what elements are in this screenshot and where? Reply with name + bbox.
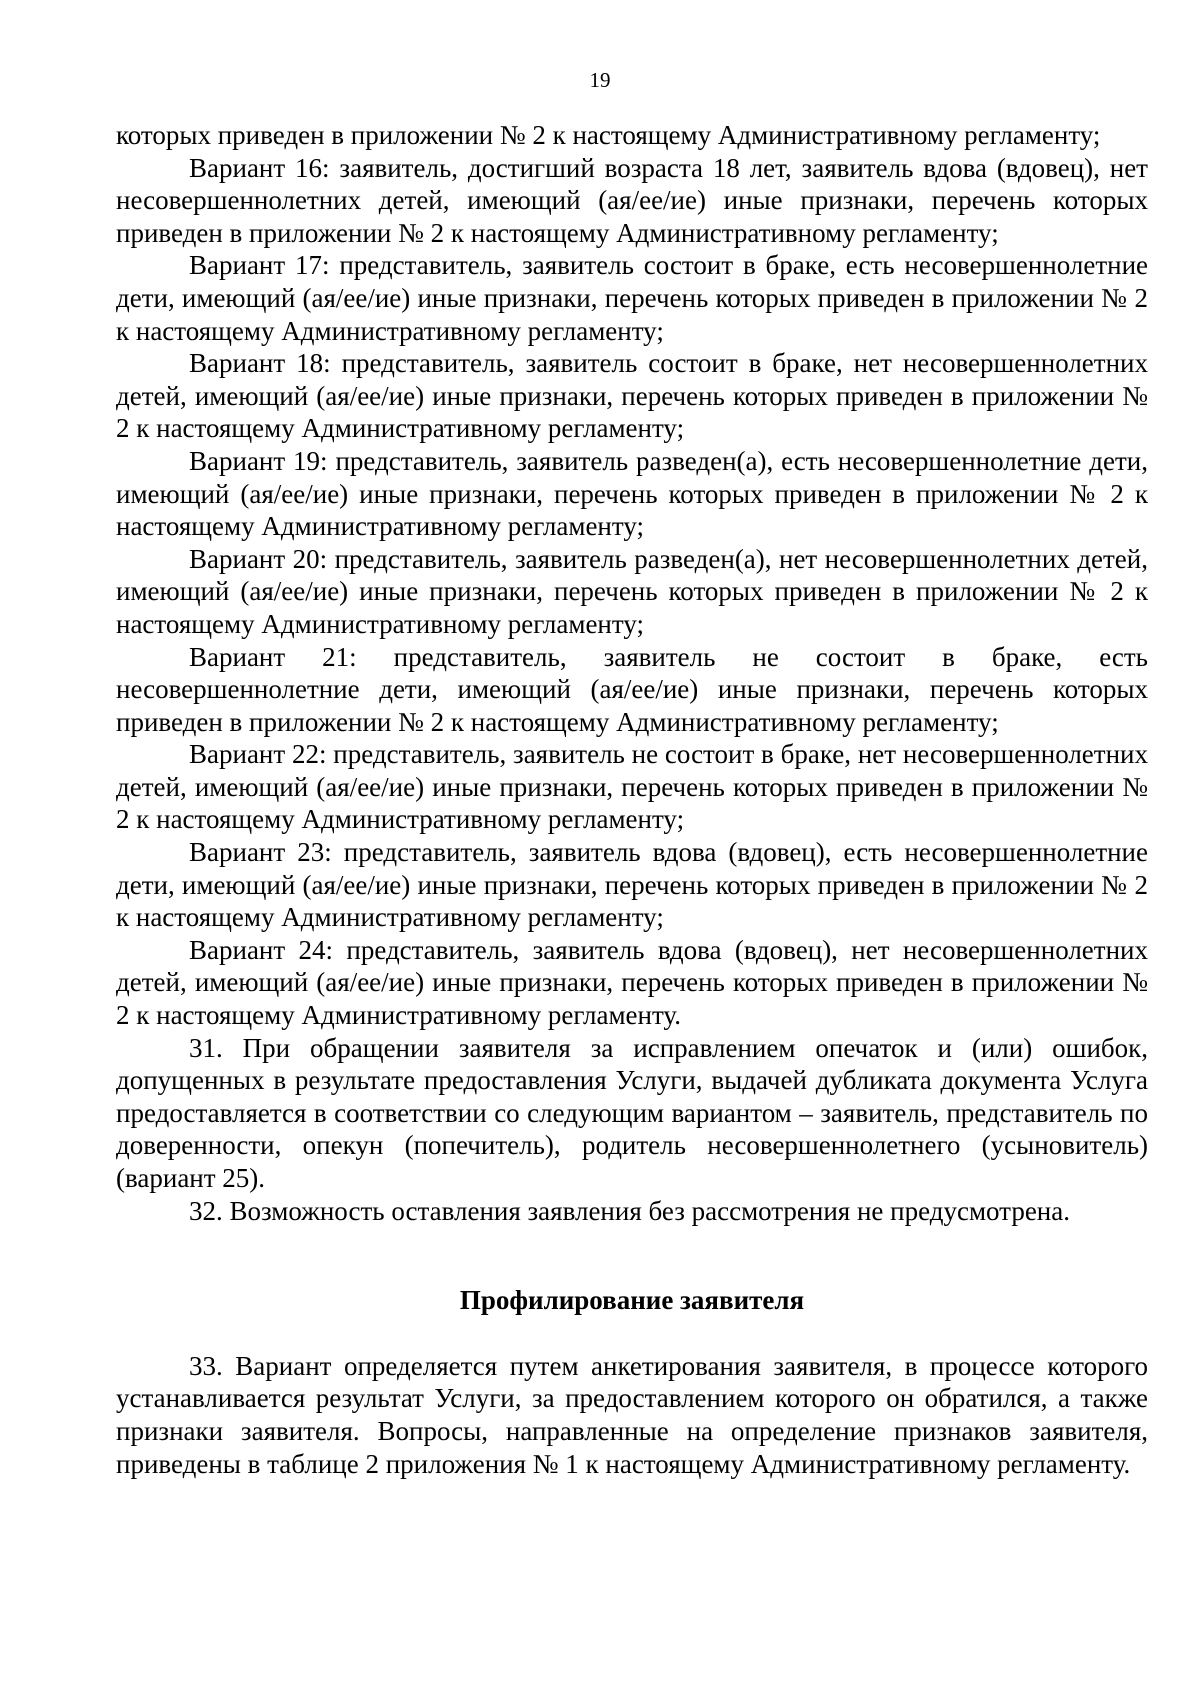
paragraph-variant-19: Вариант 19: представитель, заявитель разведен(а), есть несовершеннолетние дети, имеющий (ая/ее/ие) иные признаки, перечень которых приведен в приложении № 2 к настоящему Административному регламенту; [116, 445, 1148, 542]
document-body [116, 119, 1148, 1480]
paragraph-variant-16: Вариант 16: заявитель, достигший возраста 18 лет, заявитель вдова (вдовец), нет несовершеннолетних детей, имеющий (ая/ее/ие) иные признаки, перечень которых приведен в приложении № 2 к настоящему Административному регламенту; [116, 152, 1148, 248]
paragraph-variant-18: Вариант 18: представитель, заявитель состоит в браке, нет несовершеннолетних детей, имеющий (ая/ее/ие) иные признаки, перечень которых приведен в приложении № 2 к настоящему Административному регламенту; [116, 348, 1148, 444]
page-number: 19 [589, 68, 611, 92]
spacer [116, 1227, 1148, 1284]
paragraph-variant-17: Вариант 17: представитель, заявитель состоит в браке, есть несовершеннолетние дети, имеющий (ая/ее/ие) иные признаки, перечень которых приведен в приложении № 2 к настоящему Административному регламенту; [116, 250, 1148, 346]
paragraph-item-31: 31. При обращении заявителя за исправлением опечаток и (или) ошибок, допущенных в результате предоставления Услуги, выдачей дубликата документа Услуга предоставляется в соответствии со следующим вариантом – заявитель, представитель по доверенности, опекун (попечитель), родитель несовершеннолетнего (усыновитель) (вариант 25). [116, 1032, 1148, 1193]
paragraph-variant-23: Вариант 23: представитель, заявитель вдова (вдовец), есть несовершеннолетние дети, имеющий (ая/ее/ие) иные признаки, перечень которых приведен в приложении № 2 к настоящему Административному регламенту; [116, 837, 1148, 933]
paragraph-variant-21: Вариант 21: представитель, заявитель не состоит в браке, есть несовершеннолетние дети, имеющий (ая/ее/ие) иные признаки, перечень которых приведен в приложении № 2 к настоящему Административному регламенту; [116, 641, 1148, 737]
paragraph-variant-20: Вариант 20: представитель, заявитель разведен(а), нет несовершеннолетних детей, имеющий (ая/ее/ие) иные признаки, перечень которых приведен в приложении № 2 к настоящему Административному регламенту; [116, 543, 1148, 639]
paragraph-item-32: 32. Возможность оставления заявления без рассмотрения не предусмотрена. [189, 1195, 1070, 1226]
paragraph-continuation: которых приведен в приложении № 2 к настоящему Административному регламенту; [116, 120, 1101, 150]
paragraph-variant-24: Вариант 24: представитель, заявитель вдова (вдовец), нет несовершеннолетних детей, имеющий (ая/ее/ие) иные признаки, перечень которых приведен в приложении № 2 к настоящему Административному регламенту. [116, 934, 1148, 1031]
paragraph-item-33: 33. Вариант определяется путем анкетирования заявителя, в процессе которого устанавливается результат Услуги, за предоставлением которого он обратился, а также признаки заявителя. Вопросы, направленные на определение признаков заявителя, приведены в таблице 2 приложения № 1 к настоящему Административному регламенту. [116, 1350, 1148, 1479]
paragraph-variant-22: Вариант 22: представитель, заявитель не состоит в браке, нет несовершеннолетних детей, имеющий (ая/ее/ие) иные признаки, перечень которых приведен в приложении № 2 к настоящему Административному регламенту; [116, 739, 1148, 835]
section-heading: Профилирование заявителя [459, 1285, 805, 1316]
spacer [116, 1317, 1148, 1350]
